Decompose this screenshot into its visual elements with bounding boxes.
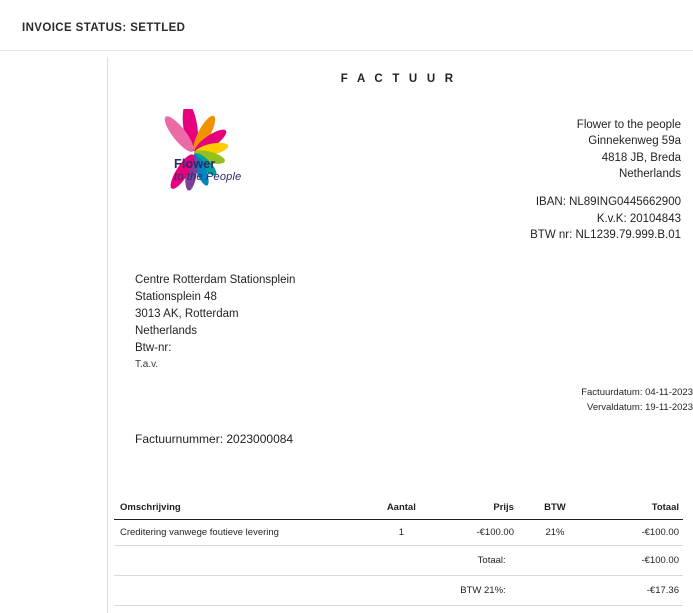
logo-name-line1: Flower bbox=[174, 157, 216, 171]
customer-attn-label: T.a.v. bbox=[135, 359, 159, 371]
company-name: Flower to the people bbox=[576, 119, 681, 131]
company-iban: IBAN: NL89ING0445662900 bbox=[535, 196, 681, 209]
due-date: Vervaldatum: 19-11-2023 bbox=[587, 401, 693, 413]
company-country: Netherlands bbox=[618, 167, 681, 180]
company-kvk: K.v.K: 20104843 bbox=[596, 212, 681, 225]
totals-value-vat: -€17.36 bbox=[524, 576, 683, 606]
company-street: Ginnekenweg 59a bbox=[588, 135, 681, 148]
status-badge: INVOICE STATUS: SETTLED bbox=[22, 22, 186, 34]
invoice-totals-table bbox=[114, 546, 683, 606]
totals-value-subtotal: -€100.00 bbox=[524, 546, 683, 576]
invoice-status-bar bbox=[0, 0, 693, 51]
customer-name: Centre Rotterdam Stationsplein bbox=[135, 274, 296, 286]
invoice-table-wrapper bbox=[114, 500, 683, 606]
logo-wordmark bbox=[174, 157, 241, 184]
cell-description: Creditering vanwege foutieve levering bbox=[114, 520, 364, 546]
table-row bbox=[114, 520, 683, 546]
column-header-vat: BTW bbox=[518, 500, 592, 520]
customer-country: Netherlands bbox=[135, 324, 198, 337]
column-header-price: Prijs bbox=[438, 500, 518, 520]
cell-quantity: 1 bbox=[364, 520, 438, 546]
customer-street: Stationsplein 48 bbox=[135, 290, 217, 303]
table-header-row bbox=[114, 500, 683, 520]
invoice-document bbox=[107, 57, 693, 613]
invoice-dates bbox=[581, 386, 693, 415]
totals-label-subtotal: Totaal: bbox=[114, 546, 524, 576]
company-spacer bbox=[530, 182, 681, 194]
document-title: F A C T U U R bbox=[340, 73, 457, 85]
column-header-description: Omschrijving bbox=[114, 500, 364, 520]
totals-label-vat: BTW 21%: bbox=[114, 576, 524, 606]
invoice-header bbox=[116, 85, 681, 241]
company-postal-city: 4818 JB, Breda bbox=[601, 151, 681, 164]
customer-details bbox=[135, 272, 295, 373]
company-details bbox=[530, 117, 681, 243]
cell-vat: 21% bbox=[518, 520, 592, 546]
cell-total: -€100.00 bbox=[592, 520, 683, 546]
column-header-total: Totaal bbox=[592, 500, 683, 520]
customer-postal-city: 3013 AK, Rotterdam bbox=[135, 307, 239, 320]
customer-btw-label: Btw-nr: bbox=[135, 341, 172, 354]
invoice-date: Factuurdatum: 04-11-2023 bbox=[581, 387, 693, 398]
invoice-number: Factuurnummer: 2023000084 bbox=[135, 432, 294, 446]
totals-row-subtotal bbox=[114, 546, 683, 576]
company-btw: BTW nr: NL1239.79.999.B.01 bbox=[530, 228, 681, 241]
cell-price: -€100.00 bbox=[438, 520, 518, 546]
company-logo bbox=[136, 109, 258, 195]
logo-name-line2: to the People bbox=[174, 171, 242, 184]
totals-row-vat bbox=[114, 576, 683, 606]
invoice-line-items-table bbox=[114, 500, 683, 546]
column-header-quantity: Aantal bbox=[364, 500, 438, 520]
